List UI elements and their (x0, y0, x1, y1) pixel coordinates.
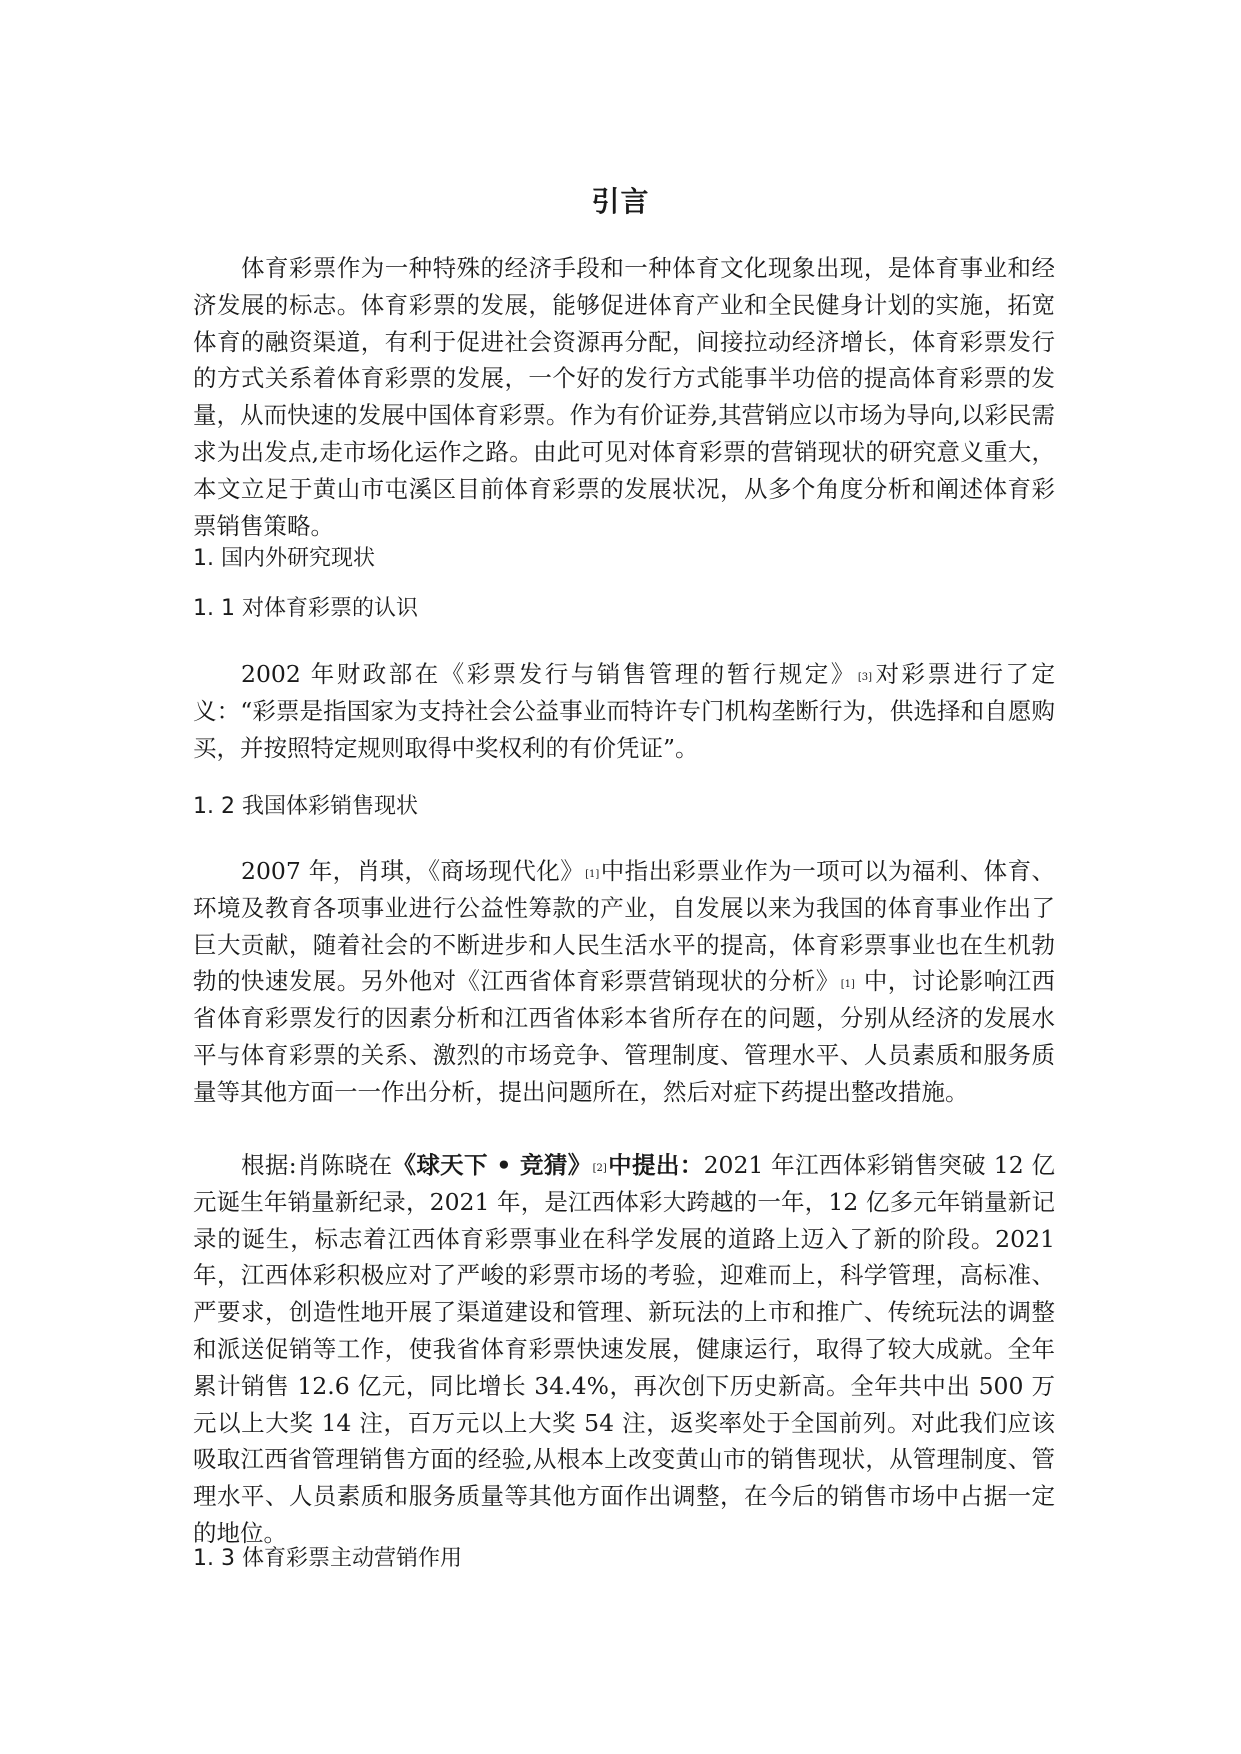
intro-paragraph: 体育彩票作为一种特殊的经济手段和一种体育文化现象出现，是体育事业和经济发展的标志。体育彩票的发展，能够促进体育产业和全民健身计划的实施，拓宽体育的融资渠道，有利于促进社会资源再分配，间接拉动经济增长，体育彩票发行的方式关系着体育彩票的发展，一个好的发行方式能事半功倍的提高体育彩票的发量，从而快速的发展中国体育彩票。作为有价证券,其营销应以市场为导向,以彩民需求为出发点,走市场化运作之路。由此可见对体育彩票的营销现状的研究意义重大，本文立足于黄山市屯溪区目前体育彩票的发展状况，从多个角度分析和阐述体育彩票销售策略。 (193, 254, 1055, 540)
jiangxi-text-b1: 根据:肖陈晓在 (241, 1151, 393, 1179)
citation-ref-3: [3] (857, 672, 872, 683)
section-heading-1: 1. 国内外研究现状 (193, 546, 375, 571)
citation-ref-2: [2] (592, 1163, 607, 1174)
jiangxi-text-b4: 2021 年江西体彩销售突破 12 亿元诞生年销量新纪录，2021 年，是江西体彩大跨越的一年，12 亿多元年销量新记录的诞生，标志着江西体育彩票事业在科学发展的道路上迈入了新的阶段。2021 年，江西体彩积极应对了严峻的彩票市场的考验，迎难而上，科学管理，高标准、严要求，创造性地开展了渠道建设和管理、新玩法的上市和推广、传统玩法的调整和派送促销等工作，使我省体育彩票快速发展，健康运行，取得了较大成就。全年累计销售 12.6 亿元，同比增长 34.4%，再次创下历史新高。全年共中出 500 万元以上大奖 14 注，百万元以上大奖 54 注，返奖率处于全国前列。对此我们应该吸取江西省管理销售方面的经验,从根本上改变黄山市的销售现状，从管理制度、管理水平、人员素质和服务质量等其他方面作出调整，在今后的销售市场中占据一定的地位。 (193, 1151, 1056, 1547)
sales-status-paragraph (193, 853, 1055, 1111)
definition-text-b: 对彩票进行了定义：“彩票是指国家为支持社会公益事业而特许专门机构垄断行为，供选择和自愿购买，并按照特定规则取得中奖权利的有价凭证”。 (193, 660, 1055, 762)
definition-paragraph (193, 656, 1055, 766)
section-heading-1-1: 1. 1 对体育彩票的认识 (193, 596, 418, 621)
section-heading-1-3: 1. 3 体育彩票主动营销作用 (193, 1546, 462, 1571)
page-title: 引言 (591, 185, 650, 218)
sales-text-a3: 中，讨论影响江西省体育彩票发行的因素分析和江西省体彩本省所存在的问题，分别从经济的发展水平与体育彩票的关系、激烈的市场竞争、管理制度、管理水平、人员素质和服务质量等其他方面一一作出分析，提出问题所在，然后对症下药提出整改措施。 (193, 967, 1055, 1106)
jiangxi-paragraph (193, 1147, 1055, 1552)
jiangxi-text-b3: 中提出： (607, 1151, 704, 1179)
jiangxi-source-title: 《球天下 • 竞猜》 (392, 1151, 592, 1179)
sales-text-a2: 中指出彩票业作为一项可以为福利、体育、环境及教育各项事业进行公益性筹款的产业，自发展以来为我国的体育事业作出了巨大贡献，随着社会的不断进步和人民生活水平的提高，体育彩票事业也在生机勃勃的快速发展。另外他对《江西省体育彩票营销现状的分析》 (193, 857, 1056, 996)
definition-text-a: 2002 年财政部在《彩票发行与销售管理的暂行规定》 (241, 660, 857, 688)
section-heading-1-2: 1. 2 我国体彩销售现状 (193, 794, 418, 819)
citation-ref-1a: [1] (585, 869, 600, 880)
citation-ref-1b: [1] (840, 979, 855, 991)
sales-text-a1: 2007 年，肖琪，《商场现代化》 (241, 857, 585, 885)
